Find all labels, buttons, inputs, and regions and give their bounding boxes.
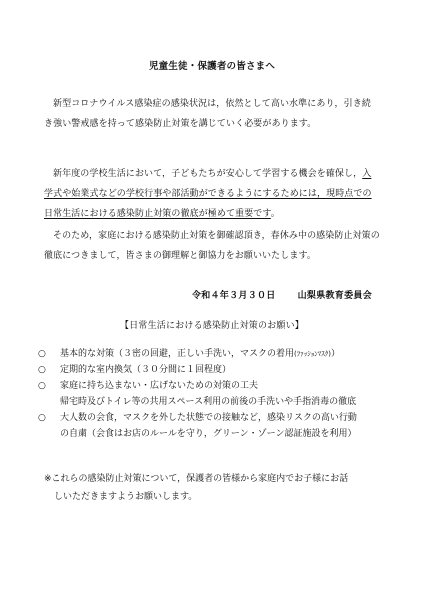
paragraph-request: そのため，家庭における感染防止対策を御確認頂き，春休み中の感染防止対策の徹底につきまして，皆さまの御理解と御協力をお願いいたします。	[44, 231, 380, 261]
footnote	[44, 470, 384, 506]
list-item-text-main: 基本的な対策（３密の回避，正しい手洗い，マスクの着用	[60, 349, 295, 359]
list-item-text-small: (ﾌｧｯｼｮﾝﾏｽｸ)	[294, 350, 331, 358]
issue-date: 令和４年３月３０日	[191, 291, 276, 301]
bullet-circle-icon: ○	[38, 349, 46, 359]
measures-list	[38, 346, 388, 442]
list-item-text: 定期的な室内換気（３０分間に１回程度）	[60, 365, 232, 375]
paragraph-school-life-end: 。	[270, 209, 280, 219]
section-heading: 【日常生活における感染防止対策のお願い】	[119, 321, 304, 331]
list-item-text: 家庭に持ち込まない・広げないための対策の工夫	[60, 381, 259, 391]
paragraph-school-life	[44, 164, 380, 224]
list-item-text-end: ）	[330, 349, 340, 359]
list-item-text	[60, 346, 340, 362]
list-item	[38, 410, 388, 426]
underlined-emphasis: 入学式や始業式などの学校行事や部活動ができるようにするためには，現時点での日常生活における感染防止対策の徹底が極めて重要です	[44, 169, 372, 219]
list-item-text: 大人数の会食，マスクを外した状態での接触など，感染リスクの高い行動	[60, 413, 357, 423]
paragraph-school-life-text: 新年度の学校生活において，子どもたちが安心して学習する機会を確保し，	[53, 169, 363, 179]
bullet-circle-icon: ○	[38, 381, 46, 391]
document-title: 児童生徒・保護者の皆さまへ	[148, 61, 276, 72]
signature-line	[192, 288, 372, 301]
footnote-line: しいただきますようお願いします。	[54, 492, 198, 502]
footnote-line: ※これらの感染防止対策について，保護者の皆様から家庭内でお子様にお話	[44, 474, 349, 484]
issuer-name: 山梨県教育委員会	[297, 291, 372, 301]
list-item	[38, 362, 388, 378]
list-item	[38, 346, 388, 362]
bullet-circle-icon: ○	[38, 365, 46, 375]
bullet-circle-icon: ○	[38, 413, 46, 423]
list-item	[38, 378, 388, 394]
list-item-subtext: 帰宅時及びトイレ等の共用スペース利用の前後の手洗いや手指消毒の徹底	[60, 397, 357, 407]
list-item-subtext: の自粛（会食はお店のルールを守り，グリーン・ゾーン認証施設を利用）	[60, 429, 357, 439]
paragraph-situation: 新型コロナウイルス感染症の感染状況は，依然として高い水準にあり，引き続き強い警戒感を持って感染防止対策を講じていく必要があります。	[44, 99, 371, 129]
